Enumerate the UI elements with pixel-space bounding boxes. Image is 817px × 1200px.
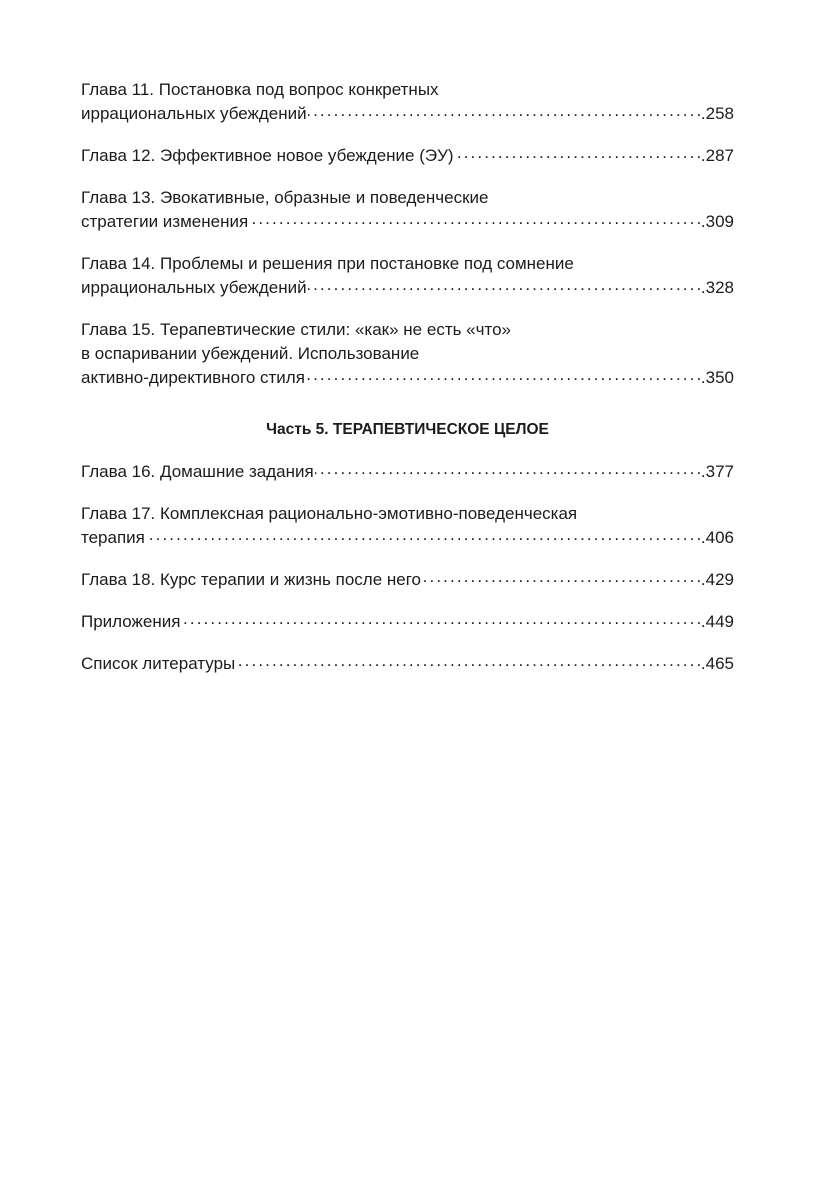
dot-leader — [315, 460, 700, 477]
toc-entry-chapter-16[interactable] — [81, 460, 734, 484]
toc-page-number: .465 — [700, 654, 734, 673]
toc-entry-references[interactable] — [81, 652, 734, 676]
toc-entry-chapter-17[interactable] — [81, 502, 734, 550]
toc-page-number: .449 — [700, 612, 734, 631]
dot-leader — [422, 568, 700, 585]
part-heading: Часть 5. ТЕРАПЕВТИЧЕСКОЕ ЦЕЛОЕ — [266, 421, 549, 438]
dot-leader — [455, 144, 700, 161]
toc-entry-title-line: в оспаривании убеждений. Использование — [81, 344, 420, 363]
toc-entry-title-line: Глава 17. Комплексная рационально-эмотивно-поведенческая — [81, 504, 578, 523]
toc-entry-title-line: Глава 15. Терапевтические стили: «как» не есть «что» — [81, 320, 511, 339]
toc-entry-chapter-14[interactable] — [81, 252, 734, 300]
dot-leader — [249, 210, 700, 227]
toc-entry-title-line: активно-директивного стиля — [81, 368, 305, 387]
toc-entry-title-line: Глава 13. Эвокативные, образные и поведенческие — [81, 188, 489, 207]
toc-entry-chapter-15[interactable] — [81, 318, 734, 390]
toc-page-number: .350 — [700, 368, 734, 387]
toc-entry-title-line: Глава 16. Домашние задания — [81, 462, 314, 481]
toc-entry-title-line: Глава 11. Постановка под вопрос конкретных — [81, 80, 439, 99]
toc-page-number: .406 — [700, 528, 734, 547]
table-of-contents — [81, 78, 734, 694]
dot-leader — [306, 366, 700, 383]
toc-page-number: .258 — [700, 104, 734, 123]
toc-entry-chapter-13[interactable] — [81, 186, 734, 234]
toc-entry-title-line: терапия — [81, 528, 145, 547]
toc-entry-title-line: Глава 14. Проблемы и решения при постановке под сомнение — [81, 254, 574, 273]
dot-leader — [308, 276, 700, 293]
dot-leader — [146, 526, 700, 543]
toc-entry-title-line: Список литературы — [81, 654, 236, 673]
toc-entry-appendices[interactable] — [81, 610, 734, 634]
toc-entry-title-line: Приложения — [81, 612, 181, 631]
toc-entry-chapter-12[interactable] — [81, 144, 734, 168]
toc-page-number: .309 — [700, 212, 734, 231]
dot-leader — [236, 652, 700, 669]
toc-page-number: .287 — [700, 146, 734, 165]
toc-entry-title-line: Глава 12. Эффективное новое убеждение (ЭУ) — [81, 146, 454, 165]
toc-page-number: .328 — [700, 278, 734, 297]
toc-entry-chapter-18[interactable] — [81, 568, 734, 592]
toc-entry-title-line: стратегии изменения — [81, 212, 249, 231]
dot-leader — [308, 102, 700, 119]
toc-entry-title-line: Глава 18. Курс терапии и жизнь после него — [81, 570, 421, 589]
toc-page-number: .429 — [700, 570, 734, 589]
toc-entry-title-line: иррациональных убеждений — [81, 278, 307, 297]
toc-entry-title-line: иррациональных убеждений — [81, 104, 307, 123]
dot-leader — [181, 610, 699, 627]
toc-entry-chapter-11[interactable] — [81, 78, 734, 126]
toc-page-number: .377 — [700, 462, 734, 481]
